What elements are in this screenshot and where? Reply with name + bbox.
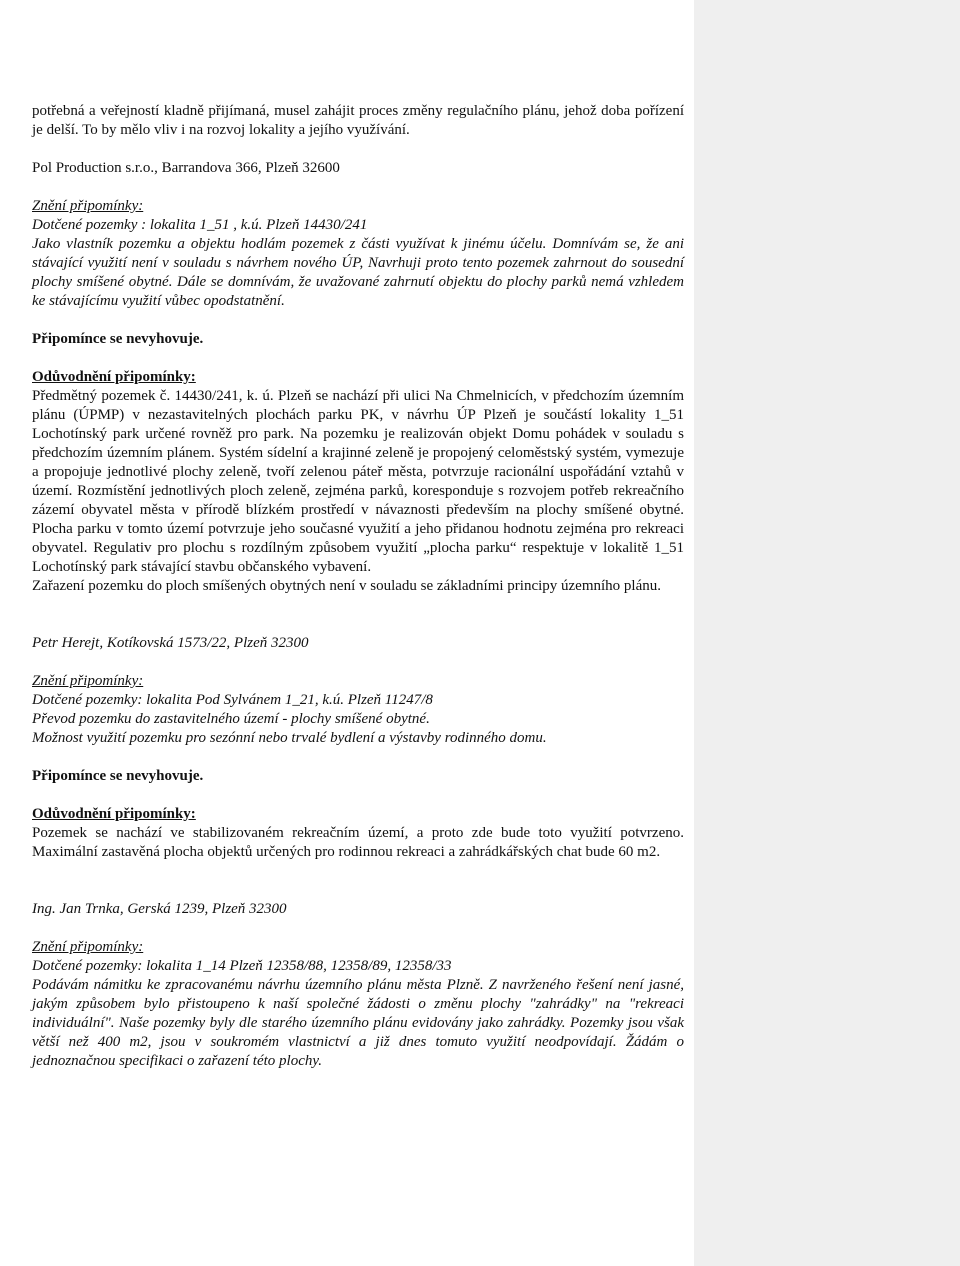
reason-heading: Odůvodnění připomínky:: [32, 369, 196, 385]
comment-entry: [32, 634, 684, 862]
comment-sidebar: [694, 0, 960, 1266]
comment-entry: [32, 900, 684, 1071]
decision: Připomínce se nevyhovuje.: [32, 768, 204, 784]
reason-text: Pozemek se nachází ve stabilizovaném rekreačním území, a proto zde bude toto využití potvrzeno. Maximální zastavěná plocha objektů určených pro rodinnou rekreaci a zahrádkářských chat bude 60 m2.: [32, 825, 684, 860]
reason-text: Předmětný pozemek č. 14430/241, k. ú. Plzeň se nachází při ulici Na Chmelnicích, v předchozím územním plánu (ÚPMP) v nezastavitelných plochách parku PK, v návrhu ÚP Plzeň je součástí lokality 1_51 Lochotínský park určené rovněž pro park. Na pozemku je realizován objekt Domu pohádek v souladu s předchozím územním plánem. Systém sídelní a krajinné zeleně je propojený celoměstský systém, vymezuje a propojuje jednotlivé plochy zeleně, tvoří zelenou páteř města, potvrzuje racionální uspořádání vztahů v území. Rozmístění jednotlivých ploch zeleně, zejména parků, koresponduje s rozvojem potřeb rekreačního zázemí obyvatel města v přírodě blízkém prostředí v návaznosti především na plochy smíšené obytné. Plocha parku v tomto území potvrzuje jeho současné využití a jeho přidanou hodnotu zejména pro rekreaci obyvatel. Regulativ pro plochu s rozdílným způsobem využití „plocha parku“ respektuje v lokalitě 1_51 Lochotínský park stávající stavbu občanského vybavení.: [32, 388, 684, 575]
entry-author: Ing. Jan Trnka, Gerská 1239, Plzeň 32300: [32, 901, 287, 917]
comment-text: Jako vlastník pozemku a objektu hodlám pozemek z části využívat k jinému účelu. Domnívám se, že ani stávající využití není v souladu s návrhem nového ÚP, Navrhuji proto tento pozemek zahrnout do sousední plochy smíšené obytné. Dále se domnívám, že uvažované zahrnutí objektu do plochy parků nemá vzhledem ke stávajícímu využití vůbec opodstatnění.: [32, 236, 684, 309]
reason-heading: Odůvodnění připomínky:: [32, 806, 196, 822]
reason-conclusion: Zařazení pozemku do ploch smíšených obytných není v souladu se základními principy územního plánu.: [32, 578, 662, 594]
affected-parcels: Dotčené pozemky: lokalita Pod Sylvánem 1_21, k.ú. Plzeň 11247/8: [32, 692, 433, 708]
comment-entry: [32, 159, 684, 596]
intro-paragraph: potřebná a veřejností kladně přijímaná, musel zahájit proces změny regulačního plánu, jehož doba pořízení je delší. To by mělo vliv i na rozvoj lokality a jejího využívání.: [32, 103, 684, 138]
text-heading: Znění připomínky:: [32, 673, 144, 689]
comment-text-line: Převod pozemku do zastavitelného území - plochy smíšené obytné.: [32, 711, 430, 727]
comment-text: Podávám námitku ke zpracovanému návrhu územního plánu města Plzně. Z navrženého řešení není jasné, jakým způsobem bylo přistoupeno k naší společné žádosti o změnu plochy "zahrádky" na "rekreaci individuální". Naše pozemky byly dle starého územního plánu evidovány jako zahrádky. Pozemky jsou však větší než 400 m2, jsou v soukromém vlastnictví a již dnes tomuto využití neodpovídají. Žádám o jednoznačnou specifikaci o zařazení této plochy.: [32, 977, 684, 1069]
text-heading: Znění připomínky:: [32, 198, 144, 214]
decision: Připomínce se nevyhovuje.: [32, 331, 204, 347]
affected-parcels: Dotčené pozemky : lokalita 1_51 , k.ú. Plzeň 14430/241: [32, 217, 368, 233]
entry-author: Pol Production s.r.o., Barrandova 366, Plzeň 32600: [32, 160, 340, 176]
text-heading: Znění připomínky:: [32, 939, 144, 955]
comment-text-line: Možnost využití pozemku pro sezónní nebo trvalé bydlení a výstavby rodinného domu.: [32, 730, 547, 746]
document-page: [32, 102, 684, 1071]
affected-parcels: Dotčené pozemky: lokalita 1_14 Plzeň 12358/88, 12358/89, 12358/33: [32, 958, 452, 974]
entry-author: Petr Herejt, Kotíkovská 1573/22, Plzeň 32300: [32, 635, 309, 651]
